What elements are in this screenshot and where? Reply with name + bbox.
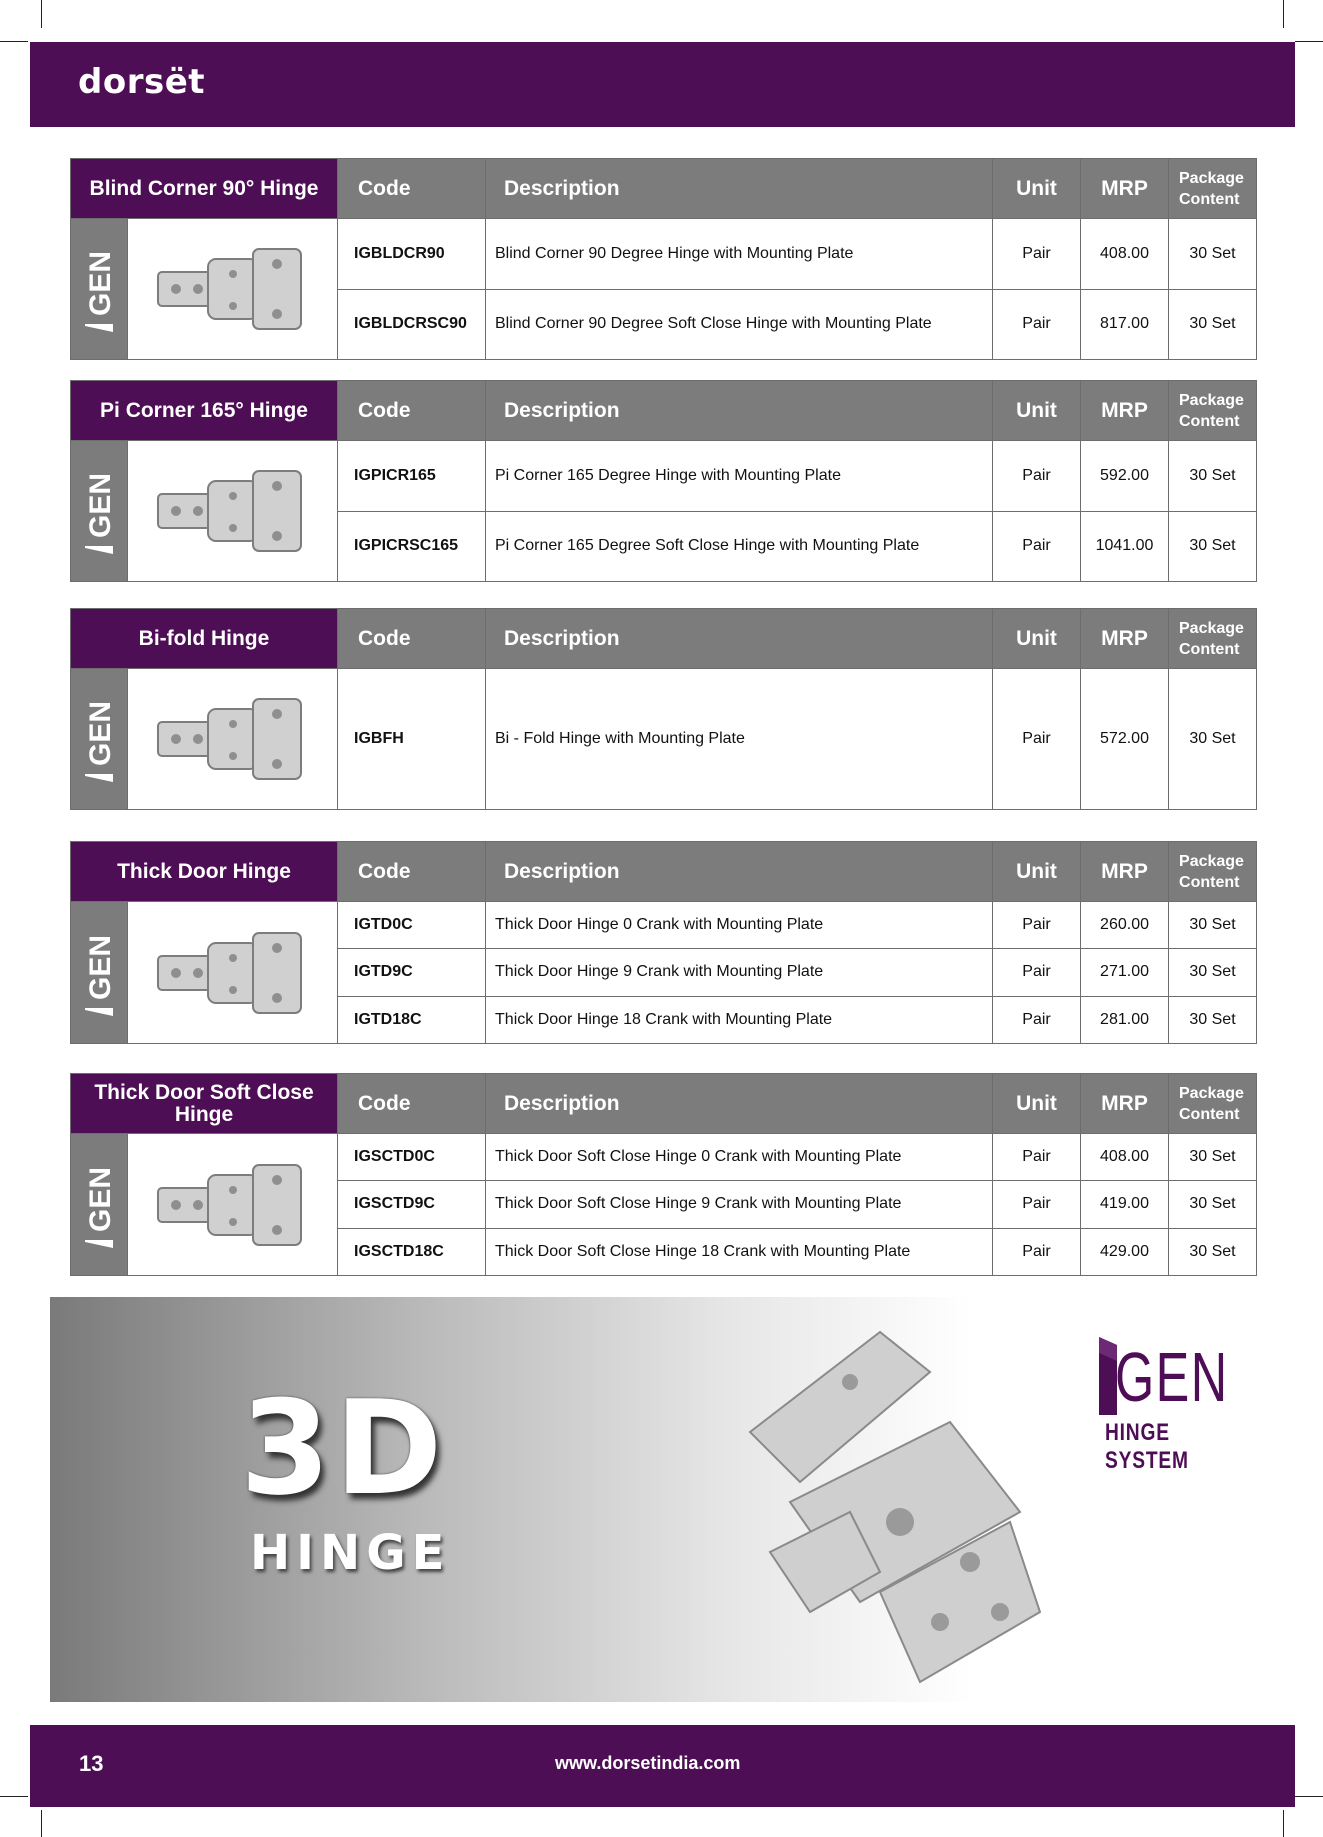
product-unit: Pair xyxy=(993,441,1081,512)
product-description: Thick Door Hinge 0 Crank with Mounting Plate xyxy=(486,902,993,949)
product-image-cell xyxy=(128,219,338,360)
product-image-cell xyxy=(128,441,338,582)
igen-vertical-logo-icon xyxy=(79,1160,119,1250)
section-title: Thick Door Hinge xyxy=(71,842,338,902)
column-header-unit: Unit xyxy=(993,842,1081,902)
hinge-icon xyxy=(148,234,318,344)
package-header-line2: Content xyxy=(1179,873,1240,891)
brand-logo: dorsët xyxy=(78,62,206,102)
table-header-row xyxy=(71,381,1257,441)
crop-mark xyxy=(1295,41,1323,42)
product-description: Bi - Fold Hinge with Mounting Plate xyxy=(486,669,993,810)
product-description: Thick Door Hinge 9 Crank with Mounting Plate xyxy=(486,949,993,996)
product-package: 30 Set xyxy=(1169,949,1257,996)
column-header-code: Code xyxy=(338,1074,486,1134)
table-row xyxy=(71,669,1257,810)
product-image-cell xyxy=(128,1134,338,1276)
banner-3d-text: 3D xyxy=(240,1372,447,1524)
product-unit: Pair xyxy=(993,1228,1081,1275)
column-header-mrp: MRP xyxy=(1081,1074,1169,1134)
side-brand-cell xyxy=(71,1134,128,1276)
section-title: Bi-fold Hinge xyxy=(71,609,338,669)
column-header-package xyxy=(1169,842,1257,902)
hinge-icon xyxy=(148,456,318,566)
column-header-code: Code xyxy=(338,609,486,669)
column-header-description: Description xyxy=(486,842,993,902)
table-header-row xyxy=(71,159,1257,219)
product-code: IGPICR165 xyxy=(338,441,486,512)
column-header-mrp: MRP xyxy=(1081,609,1169,669)
product-mrp: 429.00 xyxy=(1081,1228,1169,1275)
package-header-line2: Content xyxy=(1179,640,1240,658)
product-mrp: 1041.00 xyxy=(1081,511,1169,582)
product-code: IGTD18C xyxy=(338,996,486,1043)
package-header-line1: Package xyxy=(1179,852,1244,870)
product-code: IGPICRSC165 xyxy=(338,511,486,582)
product-image-cell xyxy=(128,669,338,810)
product-code: IGTD9C xyxy=(338,949,486,996)
product-description: Blind Corner 90 Degree Hinge with Mounting Plate xyxy=(486,219,993,290)
table-row xyxy=(71,902,1257,949)
section-title: Thick Door Soft Close Hinge xyxy=(71,1074,338,1134)
product-unit: Pair xyxy=(993,219,1081,290)
table-row xyxy=(71,1134,1257,1181)
column-header-description: Description xyxy=(486,159,993,219)
product-mrp: 592.00 xyxy=(1081,441,1169,512)
website-link[interactable]: www.dorsetindia.com xyxy=(555,1753,741,1773)
product-code: IGSCTD18C xyxy=(338,1228,486,1275)
product-mrp: 281.00 xyxy=(1081,996,1169,1043)
banner-hinge-text: HINGE xyxy=(250,1525,451,1581)
product-table xyxy=(70,608,1257,810)
product-unit: Pair xyxy=(993,289,1081,360)
column-header-description: Description xyxy=(486,609,993,669)
product-unit: Pair xyxy=(993,1181,1081,1228)
hinge-icon xyxy=(148,1150,318,1260)
hinge-product-icon xyxy=(730,1312,1060,1697)
crop-mark xyxy=(1283,1810,1284,1837)
igen-vertical-logo-icon xyxy=(79,694,119,784)
column-header-mrp: MRP xyxy=(1081,159,1169,219)
product-package: 30 Set xyxy=(1169,511,1257,582)
product-unit: Pair xyxy=(993,949,1081,996)
table-header-row xyxy=(71,609,1257,669)
table-row xyxy=(71,219,1257,290)
header-bar xyxy=(30,42,1295,127)
product-table-blind-corner xyxy=(70,158,1256,360)
package-header-line2: Content xyxy=(1179,412,1240,430)
igen-vertical-logo-icon xyxy=(79,466,119,556)
side-brand-cell xyxy=(71,219,128,360)
product-unit: Pair xyxy=(993,996,1081,1043)
package-header-line1: Package xyxy=(1179,391,1244,409)
product-package: 30 Set xyxy=(1169,441,1257,512)
column-header-description: Description xyxy=(486,1074,993,1134)
crop-mark xyxy=(41,0,42,28)
section-title: Pi Corner 165° Hinge xyxy=(71,381,338,441)
package-header-line1: Package xyxy=(1179,619,1244,637)
product-package: 30 Set xyxy=(1169,219,1257,290)
column-header-code: Code xyxy=(338,381,486,441)
section-title: Blind Corner 90° Hinge xyxy=(71,159,338,219)
igen-vertical-word: GEN xyxy=(84,700,117,766)
product-mrp: 817.00 xyxy=(1081,289,1169,360)
product-package: 30 Set xyxy=(1169,289,1257,360)
footer-bar xyxy=(30,1725,1295,1807)
igen-vertical-word: GEN xyxy=(84,250,117,316)
product-mrp: 408.00 xyxy=(1081,1134,1169,1181)
side-brand-cell xyxy=(71,669,128,810)
product-table-thick-door-soft-close xyxy=(70,1073,1256,1276)
product-table-thick-door xyxy=(70,841,1256,1044)
product-description: Thick Door Soft Close Hinge 0 Crank with Mounting Plate xyxy=(486,1134,993,1181)
crop-mark xyxy=(0,1796,28,1797)
product-description: Thick Door Hinge 18 Crank with Mounting Plate xyxy=(486,996,993,1043)
column-header-unit: Unit xyxy=(993,381,1081,441)
crop-mark xyxy=(1295,1796,1323,1797)
product-table xyxy=(70,158,1257,360)
product-description: Thick Door Soft Close Hinge 9 Crank with Mounting Plate xyxy=(486,1181,993,1228)
column-header-unit: Unit xyxy=(993,609,1081,669)
product-unit: Pair xyxy=(993,902,1081,949)
column-header-code: Code xyxy=(338,842,486,902)
product-code: IGSCTD9C xyxy=(338,1181,486,1228)
crop-mark xyxy=(0,41,28,42)
package-header-line1: Package xyxy=(1179,169,1244,187)
product-package: 30 Set xyxy=(1169,669,1257,810)
column-header-unit: Unit xyxy=(993,1074,1081,1134)
column-header-package xyxy=(1169,159,1257,219)
column-header-package xyxy=(1169,381,1257,441)
product-description: Thick Door Soft Close Hinge 18 Crank with Mounting Plate xyxy=(486,1228,993,1275)
package-header-line2: Content xyxy=(1179,190,1240,208)
product-table xyxy=(70,1073,1257,1276)
crop-mark xyxy=(41,1810,42,1837)
side-brand-cell xyxy=(71,902,128,1044)
product-table xyxy=(70,841,1257,1044)
igen-vertical-word: GEN xyxy=(84,1166,117,1232)
igen-vertical-word: GEN xyxy=(84,472,117,538)
igen-logo-subtitle: HINGE SYSTEM xyxy=(1105,1419,1189,1474)
product-mrp: 271.00 xyxy=(1081,949,1169,996)
column-header-mrp: MRP xyxy=(1081,381,1169,441)
product-package: 30 Set xyxy=(1169,1134,1257,1181)
side-brand-cell xyxy=(71,441,128,582)
igen-vertical-word: GEN xyxy=(84,934,117,1000)
product-package: 30 Set xyxy=(1169,1228,1257,1275)
igen-vertical-logo-icon xyxy=(79,244,119,334)
column-header-unit: Unit xyxy=(993,159,1081,219)
product-mrp: 419.00 xyxy=(1081,1181,1169,1228)
product-mrp: 572.00 xyxy=(1081,669,1169,810)
product-code: IGTD0C xyxy=(338,902,486,949)
column-header-package xyxy=(1169,1074,1257,1134)
crop-mark xyxy=(1283,0,1284,28)
igen-logo-word: GEN xyxy=(1115,1338,1229,1416)
product-code: IGBFH xyxy=(338,669,486,810)
package-header-line1: Package xyxy=(1179,1084,1244,1102)
product-description: Pi Corner 165 Degree Soft Close Hinge with Mounting Plate xyxy=(486,511,993,582)
column-header-mrp: MRP xyxy=(1081,842,1169,902)
product-code: IGBLDCRSC90 xyxy=(338,289,486,360)
promo-banner xyxy=(50,1297,1280,1702)
product-description: Pi Corner 165 Degree Hinge with Mounting Plate xyxy=(486,441,993,512)
product-unit: Pair xyxy=(993,511,1081,582)
column-header-description: Description xyxy=(486,381,993,441)
product-mrp: 260.00 xyxy=(1081,902,1169,949)
table-row xyxy=(71,441,1257,512)
product-code: IGBLDCR90 xyxy=(338,219,486,290)
page-number: 13 xyxy=(79,1751,104,1776)
product-description: Blind Corner 90 Degree Soft Close Hinge with Mounting Plate xyxy=(486,289,993,360)
package-header-line2: Content xyxy=(1179,1105,1240,1123)
table-header-row xyxy=(71,1074,1257,1134)
product-table xyxy=(70,380,1257,582)
igen-vertical-logo-icon xyxy=(79,928,119,1018)
product-package: 30 Set xyxy=(1169,1181,1257,1228)
product-image-cell xyxy=(128,902,338,1044)
product-table-bi-fold xyxy=(70,608,1256,810)
product-unit: Pair xyxy=(993,1134,1081,1181)
product-code: IGSCTD0C xyxy=(338,1134,486,1181)
product-package: 30 Set xyxy=(1169,996,1257,1043)
product-unit: Pair xyxy=(993,669,1081,810)
product-mrp: 408.00 xyxy=(1081,219,1169,290)
hinge-icon xyxy=(148,684,318,794)
column-header-code: Code xyxy=(338,159,486,219)
product-package: 30 Set xyxy=(1169,902,1257,949)
hinge-icon xyxy=(148,918,318,1028)
table-header-row xyxy=(71,842,1257,902)
product-table-pi-corner xyxy=(70,380,1256,582)
column-header-package xyxy=(1169,609,1257,669)
